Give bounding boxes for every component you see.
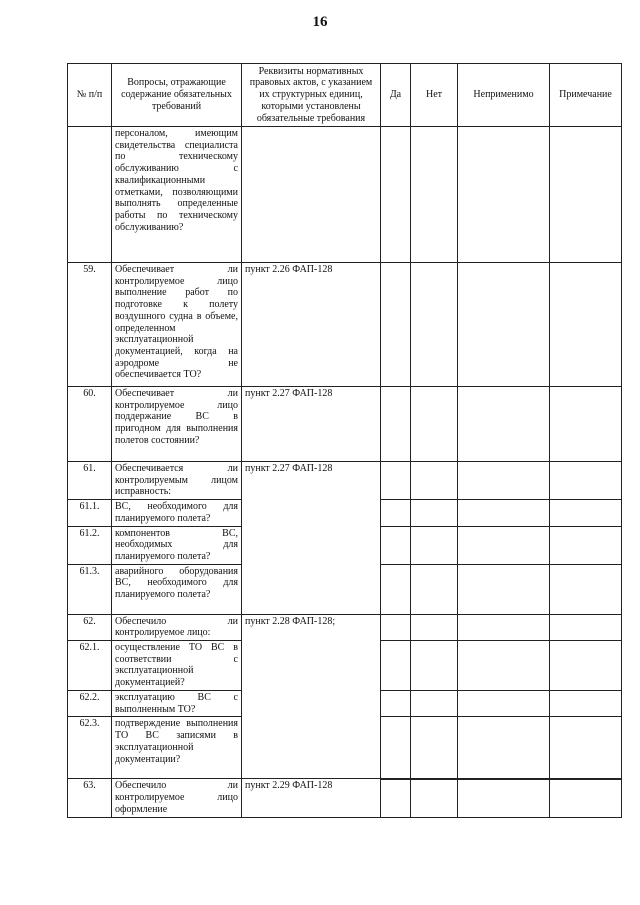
row-number: 61.3.: [68, 564, 112, 614]
no-cell[interactable]: [411, 691, 458, 717]
row-question: Обеспечивает ли контролируемое лицо выполнение работ по подготовке к полету воздушного судна в объеме, определенном эксплуатационной документацией, когда на аэродроме не обеспечивается ТО?: [112, 263, 242, 387]
no-cell[interactable]: [411, 717, 458, 779]
header-num: № п/п: [68, 64, 112, 127]
no-cell[interactable]: [411, 263, 458, 387]
row-question: осуществление ТО ВС в соответствии с эксплуатационной документацией?: [112, 641, 242, 691]
no-cell[interactable]: [411, 614, 458, 640]
note-cell[interactable]: [550, 641, 622, 691]
table-row: [68, 387, 622, 462]
note-cell[interactable]: [550, 779, 622, 817]
row-question: компонентов ВС, необходимых для планируемого полета?: [112, 526, 242, 564]
header-row: [68, 64, 622, 127]
no-cell[interactable]: [411, 462, 458, 500]
header-na: Неприменимо: [458, 64, 550, 127]
row-number: 59.: [68, 263, 112, 387]
yes-cell[interactable]: [381, 500, 411, 526]
yes-cell[interactable]: [381, 564, 411, 614]
row-reference: пункт 2.27 ФАП-128: [242, 462, 381, 615]
no-cell[interactable]: [411, 641, 458, 691]
page-number: 16: [312, 14, 328, 30]
row-question: эксплуатацию ВС с выполненным ТО?: [112, 691, 242, 717]
header-question: Вопросы, отражающие содержание обязательных требований: [112, 64, 242, 127]
yes-cell[interactable]: [381, 263, 411, 387]
not-applicable-cell[interactable]: [458, 127, 550, 263]
not-applicable-cell[interactable]: [458, 526, 550, 564]
not-applicable-cell[interactable]: [458, 691, 550, 717]
not-applicable-cell[interactable]: [458, 717, 550, 779]
row-number: [68, 127, 112, 263]
header-ref: Реквизиты нормативных правовых актов, с указанием их структурных единиц, которыми установлены обязательные требования: [242, 64, 381, 127]
row-question: ВС, необходимого для планируемого полета?: [112, 500, 242, 526]
not-applicable-cell[interactable]: [458, 387, 550, 462]
no-cell[interactable]: [411, 564, 458, 614]
yes-cell[interactable]: [381, 691, 411, 717]
row-number: 62.3.: [68, 717, 112, 779]
no-cell[interactable]: [411, 127, 458, 263]
row-question: подтверждение выполнения ТО ВС записями в эксплуатационной документации?: [112, 717, 242, 779]
row-number: 61.: [68, 462, 112, 500]
row-question: аварийного оборудования ВС, необходимого для планируемого полета?: [112, 564, 242, 614]
note-cell[interactable]: [550, 717, 622, 779]
table-row: [68, 779, 622, 817]
note-cell[interactable]: [550, 691, 622, 717]
row-reference: пункт 2.26 ФАП-128: [242, 263, 381, 387]
table-row: [68, 263, 622, 387]
not-applicable-cell[interactable]: [458, 641, 550, 691]
no-cell[interactable]: [411, 779, 458, 817]
row-question: Обеспечивает ли контролируемое лицо поддержание ВС в пригодном для выполнения полетов состоянии?: [112, 387, 242, 462]
header-no: Нет: [411, 64, 458, 127]
row-reference: пункт 2.27 ФАП-128: [242, 387, 381, 462]
yes-cell[interactable]: [381, 614, 411, 640]
row-number: 62.1.: [68, 641, 112, 691]
not-applicable-cell[interactable]: [458, 500, 550, 526]
row-number: 61.1.: [68, 500, 112, 526]
note-cell[interactable]: [550, 127, 622, 263]
note-cell[interactable]: [550, 564, 622, 614]
row-number: 63.: [68, 779, 112, 817]
note-cell[interactable]: [550, 387, 622, 462]
not-applicable-cell[interactable]: [458, 614, 550, 640]
note-cell[interactable]: [550, 263, 622, 387]
yes-cell[interactable]: [381, 717, 411, 779]
row-number: 60.: [68, 387, 112, 462]
table-row: [68, 462, 622, 500]
no-cell[interactable]: [411, 387, 458, 462]
note-cell[interactable]: [550, 500, 622, 526]
not-applicable-cell[interactable]: [458, 263, 550, 387]
table-row: [68, 127, 622, 263]
note-cell[interactable]: [550, 614, 622, 640]
yes-cell[interactable]: [381, 127, 411, 263]
row-question: персоналом, имеющим свидетельства специалиста по техническому обслуживанию с квалификационными отметками, позволяющими выполнять определенные работы по техническому обслуживанию?: [112, 127, 242, 263]
yes-cell[interactable]: [381, 462, 411, 500]
yes-cell[interactable]: [381, 387, 411, 462]
row-number: 61.2.: [68, 526, 112, 564]
not-applicable-cell[interactable]: [458, 564, 550, 614]
not-applicable-cell[interactable]: [458, 462, 550, 500]
row-reference: пункт 2.28 ФАП-128;: [242, 614, 381, 779]
header-yes: Да: [381, 64, 411, 127]
note-cell[interactable]: [550, 526, 622, 564]
checklist-table: [67, 63, 622, 818]
row-question: Обеспечило ли контролируемое лицо:: [112, 614, 242, 640]
row-number: 62.: [68, 614, 112, 640]
yes-cell[interactable]: [381, 526, 411, 564]
yes-cell[interactable]: [381, 641, 411, 691]
row-question: Обеспечивается ли контролируемым лицом исправность:: [112, 462, 242, 500]
row-number: 62.2.: [68, 691, 112, 717]
row-reference: [242, 127, 381, 263]
row-question: Обеспечило ли контролируемое лицо оформление: [112, 779, 242, 817]
header-note: Примечание: [550, 64, 622, 127]
no-cell[interactable]: [411, 526, 458, 564]
yes-cell[interactable]: [381, 779, 411, 817]
note-cell[interactable]: [550, 462, 622, 500]
row-reference: пункт 2.29 ФАП-128: [242, 779, 381, 817]
not-applicable-cell[interactable]: [458, 779, 550, 817]
table-row: [68, 614, 622, 640]
no-cell[interactable]: [411, 500, 458, 526]
